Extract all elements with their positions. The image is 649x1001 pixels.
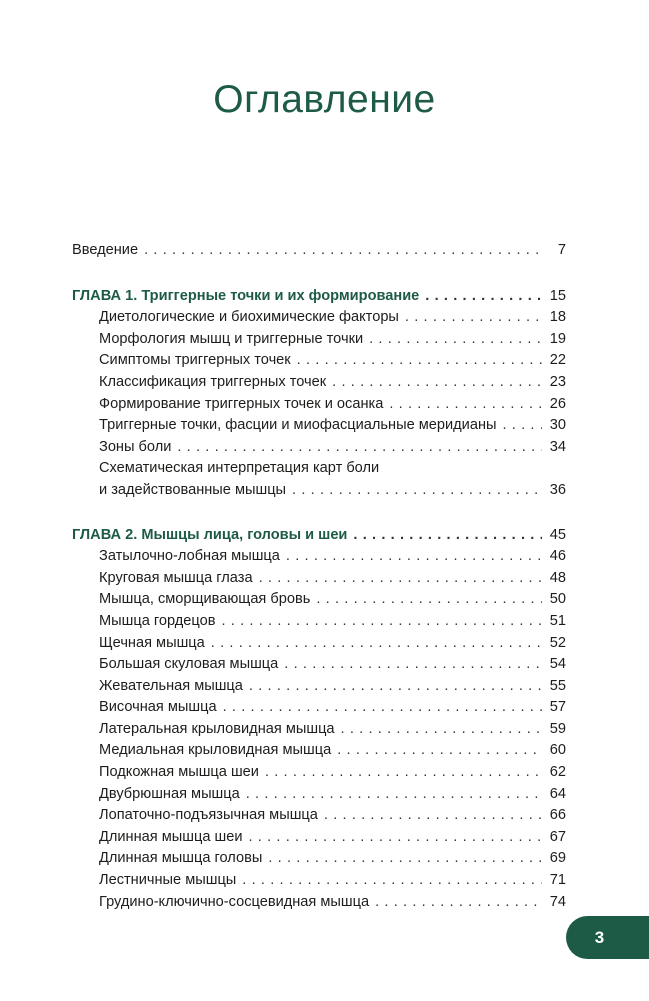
toc-entry-page: 59 [549,720,566,737]
toc-entry-label: Большая скуловая мышца [99,656,279,673]
toc-entry-label: Медиальная крыловидная мышца [99,742,332,759]
toc-entry-label: Щечная мышца [99,634,205,651]
page-title: Оглавление [213,78,436,121]
toc-entry-label: Мышца гордецов [99,612,216,629]
toc-entry[interactable] [72,827,566,849]
dot-leader [284,654,542,676]
toc-entry-page: 67 [549,828,566,845]
toc-entry[interactable] [72,372,566,394]
dot-leader [341,719,542,741]
dot-leader [268,848,542,870]
toc-entry-page: 54 [549,656,566,673]
toc-entry-page: 48 [549,569,566,586]
toc-entry[interactable] [72,568,566,590]
chapter-label: ГЛАВА 2. Мышцы лица, головы и шеи [72,526,348,543]
toc-entry-label: Лопаточно-подъязычная мышца [99,807,318,824]
toc-entry[interactable] [72,394,566,416]
toc-entry-label: Круговая мышца глаза [99,569,253,586]
toc-entry[interactable] [72,762,566,784]
dot-leader [332,372,542,394]
toc-entry-label: Введение [72,242,139,258]
toc-entry-page: 57 [549,699,566,716]
toc-entry-label: Формирование триггерных точек и осанка [99,395,384,412]
toc-entry-label: Грудино-ключично-сосцевидная мышца [99,893,370,910]
toc-entry-label: Жевательная мышца [99,677,243,694]
toc-entry[interactable] [72,848,566,870]
toc-entry-label: Триггерные точки, фасции и миофасциальные меридианы [99,417,497,434]
chapter-label: ГЛАВА 1. Триггерные точки и их формирование [72,287,420,304]
toc-entry-label-line1[interactable]: Схематическая интерпретация карт боли [99,460,380,477]
toc-entry-label: Двубрюшная мышца [99,785,240,802]
toc-entry-page: 51 [549,612,566,629]
toc-entry-page: 50 [549,591,566,608]
toc-entry[interactable] [72,654,566,676]
toc-entry[interactable] [72,719,566,741]
toc-entry-page: 26 [549,395,566,412]
toc-entry-page: 60 [549,742,566,759]
toc-entry-page: 36 [549,481,566,498]
dot-leader [223,697,542,719]
dot-leader [248,827,542,849]
toc-entry-label: Зоны боли [99,438,172,455]
toc-entry-label: Затылочно-лобная мышца [99,548,280,565]
toc-entry[interactable] [72,546,566,568]
dot-leader [265,762,542,784]
toc-entry-page: 19 [549,330,566,347]
dot-leader [286,546,542,568]
toc-entry-label: Височная мышца [99,699,217,716]
dot-leader [221,611,542,633]
dot-leader [297,350,542,372]
dot-leader [259,568,542,590]
toc-entry-page: 55 [549,677,566,694]
toc-entry[interactable] [72,870,566,892]
toc-entry-label: Диетологические и биохимические факторы [99,309,399,326]
dot-leader [353,525,542,547]
chapter-page: 15 [549,287,566,304]
toc-entry-page: 34 [549,438,566,455]
toc-entry-page: 46 [549,548,566,565]
table-of-contents [72,240,566,913]
dot-leader [211,633,542,655]
toc-entry-page: 30 [549,417,566,434]
toc-entry-page: 52 [549,634,566,651]
dot-leader [503,415,543,437]
toc-entry[interactable] [72,415,566,437]
toc-entry[interactable] [72,697,566,719]
page-number: 3 [594,927,605,947]
toc-entry-label: Лестничные мышцы [99,872,237,889]
toc-chapter-2[interactable] [72,525,566,547]
toc-entry[interactable] [72,892,566,914]
toc-chapter-1[interactable] [72,286,566,308]
toc-entry-label: Латеральная крыловидная мышца [99,720,335,737]
toc-entry[interactable] [72,784,566,806]
page-number-badge [566,916,649,959]
toc-entry[interactable] [72,805,566,827]
toc-entry-page: 18 [549,309,566,326]
dot-leader [369,329,542,351]
dot-leader [177,437,542,459]
toc-entry-page: 74 [549,893,566,910]
toc-entry[interactable] [72,437,566,459]
toc-entry-label: Длинная мышца головы [99,850,263,867]
dot-leader [316,589,542,611]
toc-entry-label-line2: и задействованные мышцы [99,481,287,498]
dot-leader [242,870,542,892]
toc-entry[interactable] [72,676,566,698]
toc-entry[interactable] [72,633,566,655]
dot-leader [389,394,542,416]
toc-entry-intro[interactable] [72,240,566,262]
dot-leader [246,784,542,806]
toc-entry[interactable] [72,480,566,502]
toc-entry-label: Симптомы триггерных точек [99,352,291,369]
dot-leader [425,286,542,308]
toc-entry-label: Длинная мышца шеи [99,828,243,845]
toc-entry-page: 22 [549,352,566,369]
dot-leader [375,892,542,914]
dot-leader [324,805,542,827]
toc-entry-page: 69 [549,850,566,867]
toc-entry-page: 66 [549,807,566,824]
toc-entry[interactable] [72,329,566,351]
dot-leader [144,240,542,262]
toc-entry-page: 62 [549,764,566,781]
toc-entry[interactable] [72,307,566,329]
toc-entry-page: 23 [549,373,566,390]
dot-leader [405,307,542,329]
toc-entry-label: Морфология мышц и триггерные точки [99,330,364,347]
toc-entry-page: 71 [549,872,566,889]
toc-entry[interactable] [72,740,566,762]
dot-leader [292,480,542,502]
toc-entry[interactable] [72,350,566,372]
toc-entry-label: Мышца, сморщивающая бровь [99,591,311,608]
toc-entry-page: 64 [549,785,566,802]
dot-leader [249,676,542,698]
toc-entry[interactable] [72,611,566,633]
toc-entry-page: 7 [557,242,566,258]
dot-leader [337,740,542,762]
toc-entry[interactable] [72,589,566,611]
toc-entry-label: Подкожная мышца шеи [99,764,259,781]
chapter-page: 45 [549,526,566,543]
toc-entry-label: Классификация триггерных точек [99,373,327,390]
